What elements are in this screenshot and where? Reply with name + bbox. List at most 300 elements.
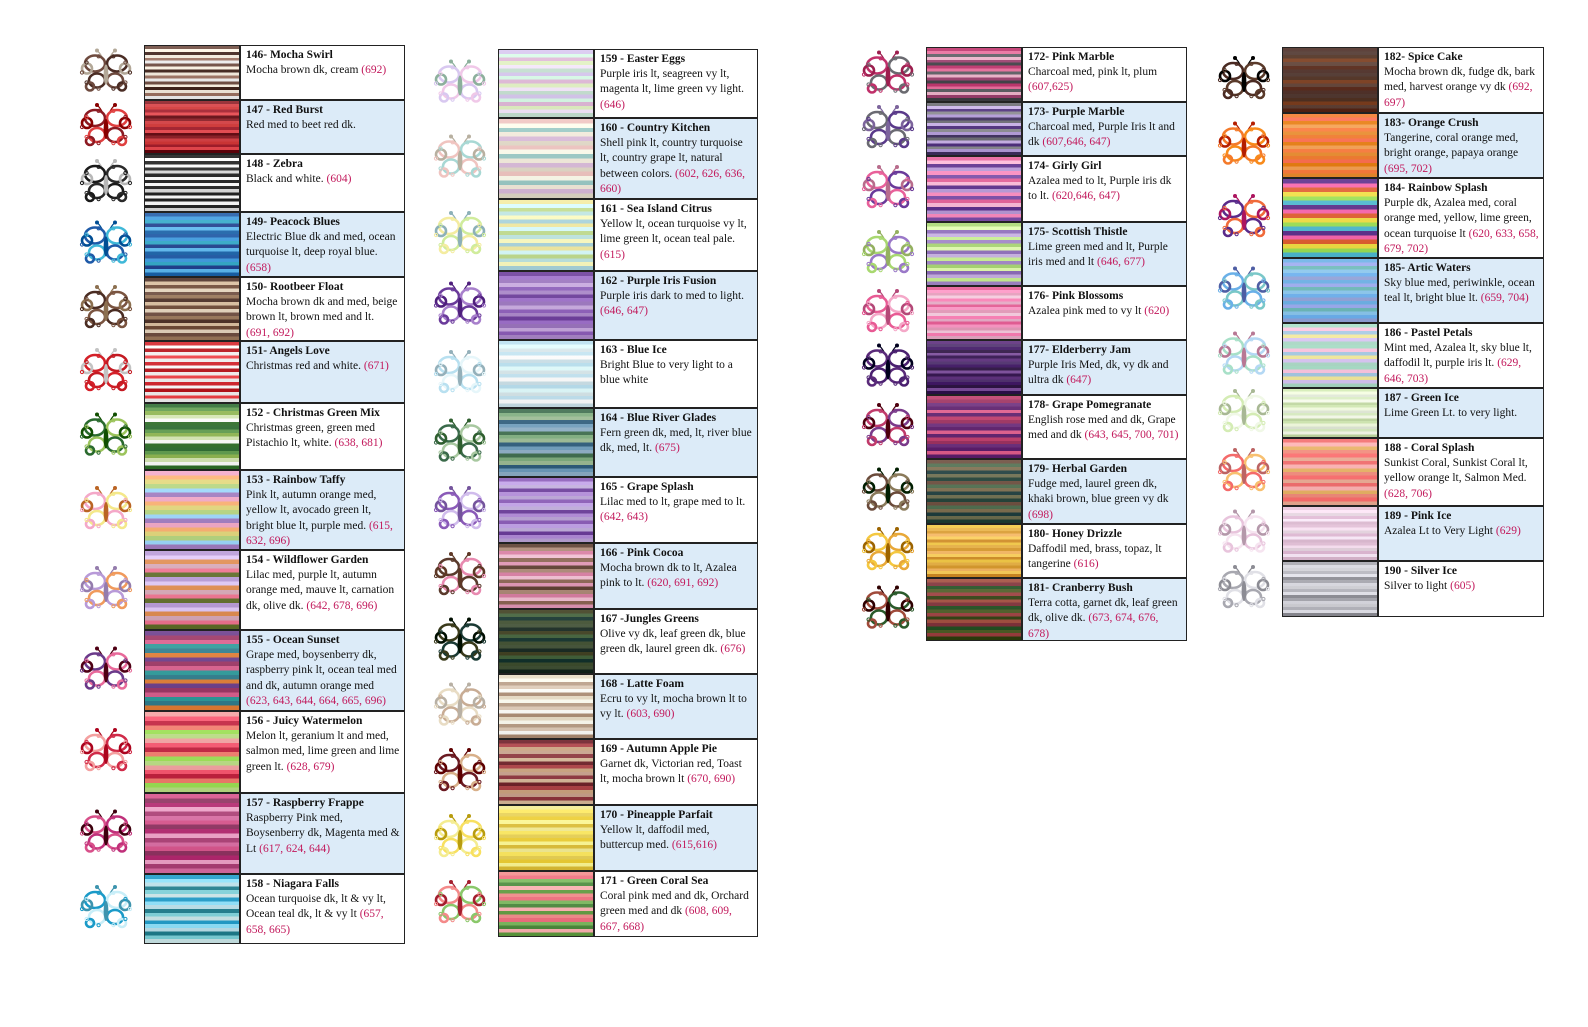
swatch-sheen bbox=[927, 460, 1021, 523]
swatch-sheen bbox=[927, 48, 1021, 101]
thread-codes: (615) bbox=[600, 248, 625, 261]
thread-entry bbox=[852, 459, 1187, 524]
thread-codes: (605) bbox=[1450, 580, 1476, 593]
tatted-butterfly-icon bbox=[424, 543, 496, 609]
swatch-sheen bbox=[499, 50, 593, 117]
thread-entry bbox=[424, 340, 758, 408]
tatted-butterfly-icon bbox=[1208, 323, 1280, 388]
thread-entry bbox=[424, 199, 758, 271]
tatted-butterfly-icon bbox=[1208, 561, 1280, 617]
swatch-sheen bbox=[1283, 389, 1377, 437]
swatch-sheen bbox=[927, 103, 1021, 155]
thread-colors-text: Fudge med, laurel green dk, khaki brown, blue green vy dk bbox=[1028, 478, 1169, 506]
thread-codes: (642, 643) bbox=[600, 511, 648, 524]
tatted-butterfly-icon bbox=[852, 459, 924, 524]
thread-description bbox=[594, 871, 758, 937]
thread-description bbox=[1022, 156, 1187, 222]
color-swatch bbox=[498, 609, 594, 674]
color-swatch bbox=[498, 674, 594, 739]
thread-entry bbox=[424, 49, 758, 118]
thread-codes: (657, 658, 665) bbox=[246, 908, 384, 936]
swatch-sheen bbox=[1283, 179, 1377, 257]
tatted-butterfly-icon bbox=[70, 154, 142, 212]
thread-entry bbox=[852, 222, 1187, 286]
thread-description bbox=[1022, 47, 1187, 102]
thread-colors-text: Purple dk, Azalea med, coral orange med, yellow, lime green, ocean turquoise lt bbox=[1384, 197, 1532, 240]
swatch-sheen bbox=[145, 551, 239, 629]
thread-title: 154 - Wildflower Garden bbox=[246, 554, 369, 566]
thread-colors-text: Christmas red and white. bbox=[246, 360, 361, 373]
thread-description bbox=[594, 49, 758, 118]
swatch-sheen bbox=[499, 740, 593, 804]
color-swatch bbox=[1282, 506, 1378, 561]
thread-codes: (620, 633, 658, 679, 702) bbox=[1384, 227, 1539, 255]
tatted-butterfly-icon bbox=[852, 156, 924, 222]
color-swatch bbox=[498, 271, 594, 340]
thread-colors-text: Mocha brown dk to lt, Azalea pink to lt. bbox=[600, 562, 737, 590]
tatted-butterfly-icon bbox=[1208, 47, 1280, 113]
tatted-butterfly-icon bbox=[1208, 438, 1280, 506]
thread-description bbox=[240, 100, 405, 154]
thread-colors-text: Charcoal med, pink lt, plum bbox=[1028, 66, 1158, 79]
tatted-butterfly-icon bbox=[70, 711, 142, 793]
swatch-sheen bbox=[1283, 324, 1377, 387]
tatted-butterfly-icon bbox=[424, 49, 496, 118]
thread-description bbox=[1378, 113, 1544, 178]
thread-description bbox=[240, 341, 405, 403]
swatch-sheen bbox=[499, 806, 593, 870]
color-swatch bbox=[498, 118, 594, 199]
thread-colors-text: Coral pink med and dk, Orchard green med and dk bbox=[600, 890, 749, 918]
thread-entry bbox=[424, 805, 758, 871]
tatted-butterfly-icon bbox=[70, 403, 142, 470]
thread-colors-text: Raspberry Pink med, Boysenberry dk, Magenta med & Lt bbox=[246, 812, 400, 855]
thread-colors-text: Tangerine, coral orange med, bright orange, papaya orange bbox=[1384, 132, 1519, 160]
tatted-butterfly-icon bbox=[852, 524, 924, 578]
thread-entry bbox=[424, 118, 758, 199]
color-swatch bbox=[144, 154, 240, 212]
color-swatch bbox=[498, 871, 594, 937]
thread-title: 160 - Country Kitchen bbox=[600, 122, 711, 134]
color-swatch bbox=[1282, 258, 1378, 323]
thread-entry bbox=[852, 395, 1187, 459]
thread-title: 179- Herbal Garden bbox=[1028, 463, 1128, 475]
thread-colors-text: Azalea Lt to Very Light bbox=[1384, 525, 1494, 538]
thread-title: 147 - Red Burst bbox=[246, 104, 323, 116]
thread-entry bbox=[70, 470, 405, 550]
thread-colors-text: Terra cotta, garnet dk, leaf green dk, olive dk. bbox=[1028, 597, 1178, 625]
thread-colors-text: Silver to light bbox=[1384, 580, 1448, 593]
thread-colors-text: Purple Iris Med, dk, vy dk and ultra dk bbox=[1028, 359, 1169, 387]
thread-codes: (646, 677) bbox=[1097, 256, 1145, 269]
thread-description bbox=[594, 674, 758, 739]
color-swatch bbox=[926, 156, 1022, 222]
thread-title: 187 - Green Ice bbox=[1384, 392, 1459, 404]
thread-description bbox=[240, 711, 405, 793]
thread-description bbox=[1378, 388, 1544, 438]
thread-colors-text: Fern green dk, med, lt, river blue dk, med, lt. bbox=[600, 427, 752, 455]
color-swatch bbox=[144, 470, 240, 550]
swatch-sheen bbox=[145, 278, 239, 340]
thread-colors-text: Garnet dk, Victorian red, Toast lt, mocha brown lt bbox=[600, 758, 742, 786]
thread-entry bbox=[424, 271, 758, 340]
thread-description bbox=[1022, 459, 1187, 524]
thread-description bbox=[240, 470, 405, 550]
tatted-butterfly-icon bbox=[424, 805, 496, 871]
thread-colors-text: Azalea pink med to vy lt bbox=[1028, 305, 1142, 318]
swatch-sheen bbox=[499, 200, 593, 270]
tatted-butterfly-icon bbox=[70, 100, 142, 154]
thread-colors-text: English rose med and dk, Grape med and dk bbox=[1028, 414, 1176, 442]
thread-description bbox=[594, 543, 758, 609]
color-swatch bbox=[144, 341, 240, 403]
thread-description bbox=[240, 154, 405, 212]
thread-colors-text: Mocha brown dk, fudge dk, bark med, harvest orange vy dk bbox=[1384, 66, 1536, 94]
swatch-sheen bbox=[1283, 562, 1377, 616]
thread-description bbox=[1022, 286, 1187, 340]
thread-codes: (692) bbox=[361, 64, 387, 77]
thread-codes: (671) bbox=[363, 360, 389, 373]
swatch-sheen bbox=[499, 675, 593, 738]
color-swatch bbox=[144, 874, 240, 944]
thread-title: 159 - Easter Eggs bbox=[600, 53, 686, 65]
tatted-butterfly-icon bbox=[852, 222, 924, 286]
color-swatch bbox=[1282, 388, 1378, 438]
tatted-butterfly-icon bbox=[424, 871, 496, 937]
swatch-sheen bbox=[1283, 439, 1377, 505]
color-swatch bbox=[498, 477, 594, 543]
thread-title: 185- Artic Waters bbox=[1384, 262, 1471, 274]
color-swatch bbox=[144, 277, 240, 341]
thread-title: 173- Purple Marble bbox=[1028, 106, 1125, 118]
swatch-sheen bbox=[145, 155, 239, 211]
thread-title: 150- Rootbeer Float bbox=[246, 281, 344, 293]
color-swatch bbox=[926, 395, 1022, 459]
thread-title: 166 - Pink Cocoa bbox=[600, 547, 684, 559]
thread-colors-text: Purple iris lt, seagreen vy lt, magenta lt, lime green vy light. bbox=[600, 68, 745, 96]
color-swatch bbox=[1282, 113, 1378, 178]
thread-colors-text: Yellow lt, daffodil med, buttercup med. bbox=[600, 824, 710, 852]
tatted-butterfly-icon bbox=[1208, 388, 1280, 438]
tatted-butterfly-icon bbox=[424, 118, 496, 199]
thread-entry bbox=[1208, 561, 1544, 617]
thread-colors-text: Shell pink lt, country turquoise lt, country grape lt, natural between colors. bbox=[600, 137, 743, 180]
thread-description bbox=[594, 739, 758, 805]
thread-description bbox=[240, 550, 405, 630]
swatch-sheen bbox=[145, 46, 239, 99]
thread-entry bbox=[852, 102, 1187, 156]
thread-colors-text: Mint med, Azalea lt, sky blue lt, daffodil lt, purple iris lt. bbox=[1384, 342, 1532, 370]
color-swatch bbox=[926, 524, 1022, 578]
thread-title: 177- Elderberry Jam bbox=[1028, 344, 1131, 356]
thread-codes: (629, 646, 703) bbox=[1384, 357, 1522, 385]
swatch-sheen bbox=[1283, 259, 1377, 322]
swatch-sheen bbox=[145, 631, 239, 710]
thread-entry bbox=[70, 874, 405, 944]
tatted-butterfly-icon bbox=[70, 630, 142, 711]
thread-title: 172- Pink Marble bbox=[1028, 51, 1115, 63]
swatch-sheen bbox=[145, 101, 239, 153]
swatch-sheen bbox=[499, 341, 593, 407]
thread-colors-text: Daffodil med, brass, topaz, lt tangerine bbox=[1028, 543, 1162, 571]
thread-description bbox=[594, 609, 758, 674]
thread-entry bbox=[424, 674, 758, 739]
thread-entry bbox=[70, 793, 405, 874]
swatch-sheen bbox=[927, 396, 1021, 458]
thread-codes: (616) bbox=[1073, 558, 1099, 571]
thread-entry bbox=[1208, 47, 1544, 113]
thread-codes: (615, 632, 696) bbox=[246, 519, 393, 547]
thread-title: 163 - Blue Ice bbox=[600, 344, 667, 356]
thread-codes: (670, 690) bbox=[687, 773, 736, 786]
thread-title: 183- Orange Crush bbox=[1384, 117, 1479, 129]
thread-description bbox=[240, 793, 405, 874]
thread-codes: (608, 609, 667, 668) bbox=[600, 905, 732, 933]
swatch-sheen bbox=[1283, 114, 1377, 177]
thread-colors-text: Mocha brown dk and med, beige brown lt, brown med and lt. bbox=[246, 296, 398, 324]
tatted-butterfly-icon bbox=[70, 277, 142, 341]
thread-entry bbox=[70, 45, 405, 100]
thread-codes: (628, 706) bbox=[1384, 487, 1432, 500]
thread-title: 165 - Grape Splash bbox=[600, 481, 694, 493]
thread-description bbox=[594, 199, 758, 271]
thread-codes: (638, 681) bbox=[334, 437, 383, 450]
thread-colors-text: Electric Blue dk and med, ocean turquoise lt, deep royal blue. bbox=[246, 231, 396, 259]
thread-entry bbox=[852, 578, 1187, 641]
color-swatch bbox=[1282, 178, 1378, 258]
thread-codes: (615,616) bbox=[671, 839, 717, 852]
color-swatch bbox=[1282, 47, 1378, 113]
thread-title: 168 - Latte Foam bbox=[600, 678, 684, 690]
swatch-sheen bbox=[499, 610, 593, 673]
thread-title: 149- Peacock Blues bbox=[246, 216, 340, 228]
thread-title: 180- Honey Drizzle bbox=[1028, 528, 1122, 540]
thread-codes: (675) bbox=[654, 442, 680, 455]
thread-title: 190 - Silver Ice bbox=[1384, 565, 1457, 577]
thread-codes: (620) bbox=[1144, 305, 1170, 318]
thread-entry bbox=[1208, 506, 1544, 561]
tatted-butterfly-icon bbox=[1208, 258, 1280, 323]
thread-colors-text: Azalea med to lt, Purple iris dk to lt. bbox=[1028, 175, 1172, 203]
thread-title: 169 - Autumn Apple Pie bbox=[600, 743, 717, 755]
tatted-butterfly-icon bbox=[70, 341, 142, 403]
thread-colors-text: Lilac med, purple lt, autumn orange med, mauve lt, carnation dk, olive dk. bbox=[246, 569, 395, 612]
thread-description bbox=[240, 212, 405, 277]
thread-title: 174- Girly Girl bbox=[1028, 160, 1102, 172]
thread-title: 167 -Jungles Greens bbox=[600, 613, 699, 625]
thread-codes: (698) bbox=[1028, 508, 1053, 521]
thread-codes: (628, 679) bbox=[286, 760, 335, 773]
thread-codes: (695, 702) bbox=[1384, 162, 1432, 175]
thread-codes: (646) bbox=[600, 98, 625, 111]
thread-codes: (676) bbox=[720, 643, 746, 656]
thread-entry bbox=[1208, 258, 1544, 323]
color-swatch bbox=[1282, 561, 1378, 617]
swatch-sheen bbox=[927, 341, 1021, 394]
thread-codes: (673, 674, 676, 678) bbox=[1028, 612, 1159, 640]
thread-title: 178- Grape Pomegranate bbox=[1028, 399, 1152, 411]
thread-codes: (658) bbox=[246, 261, 271, 274]
tatted-butterfly-icon bbox=[852, 578, 924, 641]
thread-codes: (604) bbox=[326, 173, 352, 186]
tatted-butterfly-icon bbox=[424, 199, 496, 271]
color-swatch bbox=[144, 711, 240, 793]
tatted-butterfly-icon bbox=[852, 286, 924, 340]
thread-entry bbox=[852, 524, 1187, 578]
thread-entry bbox=[852, 156, 1187, 222]
thread-title: 157 - Raspberry Frappe bbox=[246, 797, 364, 809]
thread-codes: (691, 692) bbox=[246, 326, 294, 339]
color-swatch bbox=[926, 47, 1022, 102]
color-swatch bbox=[144, 550, 240, 630]
thread-title: 176- Pink Blossoms bbox=[1028, 290, 1124, 302]
swatch-sheen bbox=[927, 157, 1021, 221]
thread-entry bbox=[424, 408, 758, 477]
thread-entry bbox=[70, 630, 405, 711]
swatch-sheen bbox=[499, 409, 593, 476]
color-swatch bbox=[144, 403, 240, 470]
thread-entry bbox=[70, 154, 405, 212]
thread-description bbox=[1378, 506, 1544, 561]
thread-colors-text: Red med to beet red dk. bbox=[246, 119, 356, 132]
swatch-sheen bbox=[145, 712, 239, 792]
tatted-butterfly-icon bbox=[424, 271, 496, 340]
thread-entry bbox=[852, 286, 1187, 340]
thread-codes: (646, 647) bbox=[600, 305, 648, 318]
swatch-sheen bbox=[145, 404, 239, 469]
thread-entry bbox=[70, 711, 405, 793]
thread-description bbox=[1378, 47, 1544, 113]
color-swatch bbox=[1282, 323, 1378, 388]
swatch-sheen bbox=[927, 223, 1021, 285]
thread-colors-text: Yellow lt, ocean turquoise vy lt, lime green lt, ocean teal pale. bbox=[600, 218, 747, 246]
thread-description bbox=[240, 874, 405, 944]
thread-title: 148 - Zebra bbox=[246, 158, 303, 170]
color-swatch bbox=[498, 199, 594, 271]
swatch-sheen bbox=[145, 794, 239, 873]
thread-colors-text: Olive vy dk, leaf green dk, blue green dk, laurel green dk. bbox=[600, 628, 746, 656]
swatch-sheen bbox=[1283, 48, 1377, 112]
thread-entry bbox=[70, 277, 405, 341]
color-swatch bbox=[1282, 438, 1378, 506]
tatted-butterfly-icon bbox=[424, 609, 496, 674]
thread-description bbox=[594, 805, 758, 871]
thread-title: 153 - Rainbow Taffy bbox=[246, 474, 346, 486]
thread-colors-text: Christmas green, green med Pistachio lt, white. bbox=[246, 422, 376, 450]
thread-description bbox=[1022, 222, 1187, 286]
thread-description bbox=[240, 277, 405, 341]
thread-entry bbox=[1208, 113, 1544, 178]
thread-colors-text: Sunkist Coral, Sunkist Coral lt, yellow orange lt, Salmon Med. bbox=[1384, 457, 1528, 485]
thread-description bbox=[1022, 578, 1187, 641]
swatch-sheen bbox=[499, 119, 593, 198]
thread-description bbox=[240, 45, 405, 100]
tatted-butterfly-icon bbox=[1208, 506, 1280, 561]
swatch-sheen bbox=[145, 342, 239, 402]
color-swatch bbox=[498, 805, 594, 871]
color-swatch bbox=[144, 793, 240, 874]
thread-colors-text: Bright Blue to very light to a blue white bbox=[600, 359, 733, 387]
thread-description bbox=[1378, 258, 1544, 323]
thread-codes: (620,646, 647) bbox=[1051, 190, 1121, 203]
thread-description bbox=[594, 271, 758, 340]
thread-colors-text: Melon lt, geranium lt and med, salmon med, lime green and lime green lt. bbox=[246, 730, 400, 773]
thread-title: 171 - Green Coral Sea bbox=[600, 875, 709, 887]
color-swatch bbox=[498, 543, 594, 609]
thread-title: 156 - Juicy Watermelon bbox=[246, 715, 363, 727]
thread-title: 162 - Purple Iris Fusion bbox=[600, 275, 717, 287]
thread-title: 152 - Christmas Green Mix bbox=[246, 407, 380, 419]
thread-entry bbox=[852, 47, 1187, 102]
color-swatch bbox=[926, 102, 1022, 156]
thread-title: 182- Spice Cake bbox=[1384, 51, 1463, 63]
swatch-sheen bbox=[927, 579, 1021, 640]
thread-title: 161 - Sea Island Citrus bbox=[600, 203, 712, 215]
thread-codes: (607,646, 647) bbox=[1042, 136, 1111, 149]
thread-description bbox=[1378, 438, 1544, 506]
thread-entry bbox=[852, 340, 1187, 395]
thread-codes: (602, 626, 636, 660) bbox=[600, 167, 746, 195]
thread-colors-text: Lime green med and lt, Purple iris med and lt bbox=[1028, 241, 1168, 269]
thread-description bbox=[594, 477, 758, 543]
thread-codes: (629) bbox=[1495, 525, 1521, 538]
thread-entry bbox=[424, 477, 758, 543]
thread-description bbox=[594, 340, 758, 408]
thread-entry bbox=[1208, 323, 1544, 388]
thread-title: 155 - Ocean Sunset bbox=[246, 634, 340, 646]
thread-title: 188 - Coral Splash bbox=[1384, 442, 1475, 454]
thread-description bbox=[1022, 340, 1187, 395]
thread-entry bbox=[424, 609, 758, 674]
thread-entry bbox=[1208, 178, 1544, 258]
thread-description bbox=[1022, 102, 1187, 156]
tatted-butterfly-icon bbox=[852, 340, 924, 395]
thread-entry bbox=[1208, 438, 1544, 506]
tatted-butterfly-icon bbox=[70, 550, 142, 630]
thread-colors-text: Mocha brown dk, cream bbox=[246, 64, 359, 77]
tatted-butterfly-icon bbox=[852, 102, 924, 156]
color-swatch bbox=[926, 340, 1022, 395]
color-swatch bbox=[144, 630, 240, 711]
tatted-butterfly-icon bbox=[70, 874, 142, 944]
color-swatch bbox=[498, 408, 594, 477]
swatch-sheen bbox=[499, 478, 593, 542]
thread-codes: (692, 697) bbox=[1384, 81, 1533, 109]
thread-codes: (659, 704) bbox=[1480, 292, 1529, 305]
thread-entry bbox=[70, 212, 405, 277]
thread-entry bbox=[424, 543, 758, 609]
thread-entry bbox=[1208, 388, 1544, 438]
thread-colors-text: Ocean turquoise dk, lt & vy lt, Ocean teal dk, lt & vy lt bbox=[246, 893, 386, 921]
tatted-butterfly-icon bbox=[424, 739, 496, 805]
thread-title: 189 - Pink Ice bbox=[1384, 510, 1452, 522]
swatch-sheen bbox=[927, 287, 1021, 339]
thread-title: 175- Scottish Thistle bbox=[1028, 226, 1128, 238]
color-swatch bbox=[926, 459, 1022, 524]
tatted-butterfly-icon bbox=[70, 212, 142, 277]
thread-description bbox=[594, 408, 758, 477]
swatch-sheen bbox=[499, 872, 593, 936]
thread-colors-text: Pink lt, autumn orange med, yellow lt, avocado green lt, bright blue lt, purple med. bbox=[246, 489, 377, 532]
tatted-butterfly-icon bbox=[70, 470, 142, 550]
thread-codes: (647) bbox=[1066, 374, 1092, 387]
thread-title: 181- Cranberry Bush bbox=[1028, 582, 1133, 594]
thread-title: 184- Rainbow Splash bbox=[1384, 182, 1488, 194]
tatted-butterfly-icon bbox=[852, 47, 924, 102]
thread-description bbox=[1022, 524, 1187, 578]
tatted-butterfly-icon bbox=[1208, 113, 1280, 178]
color-swatch bbox=[926, 286, 1022, 340]
